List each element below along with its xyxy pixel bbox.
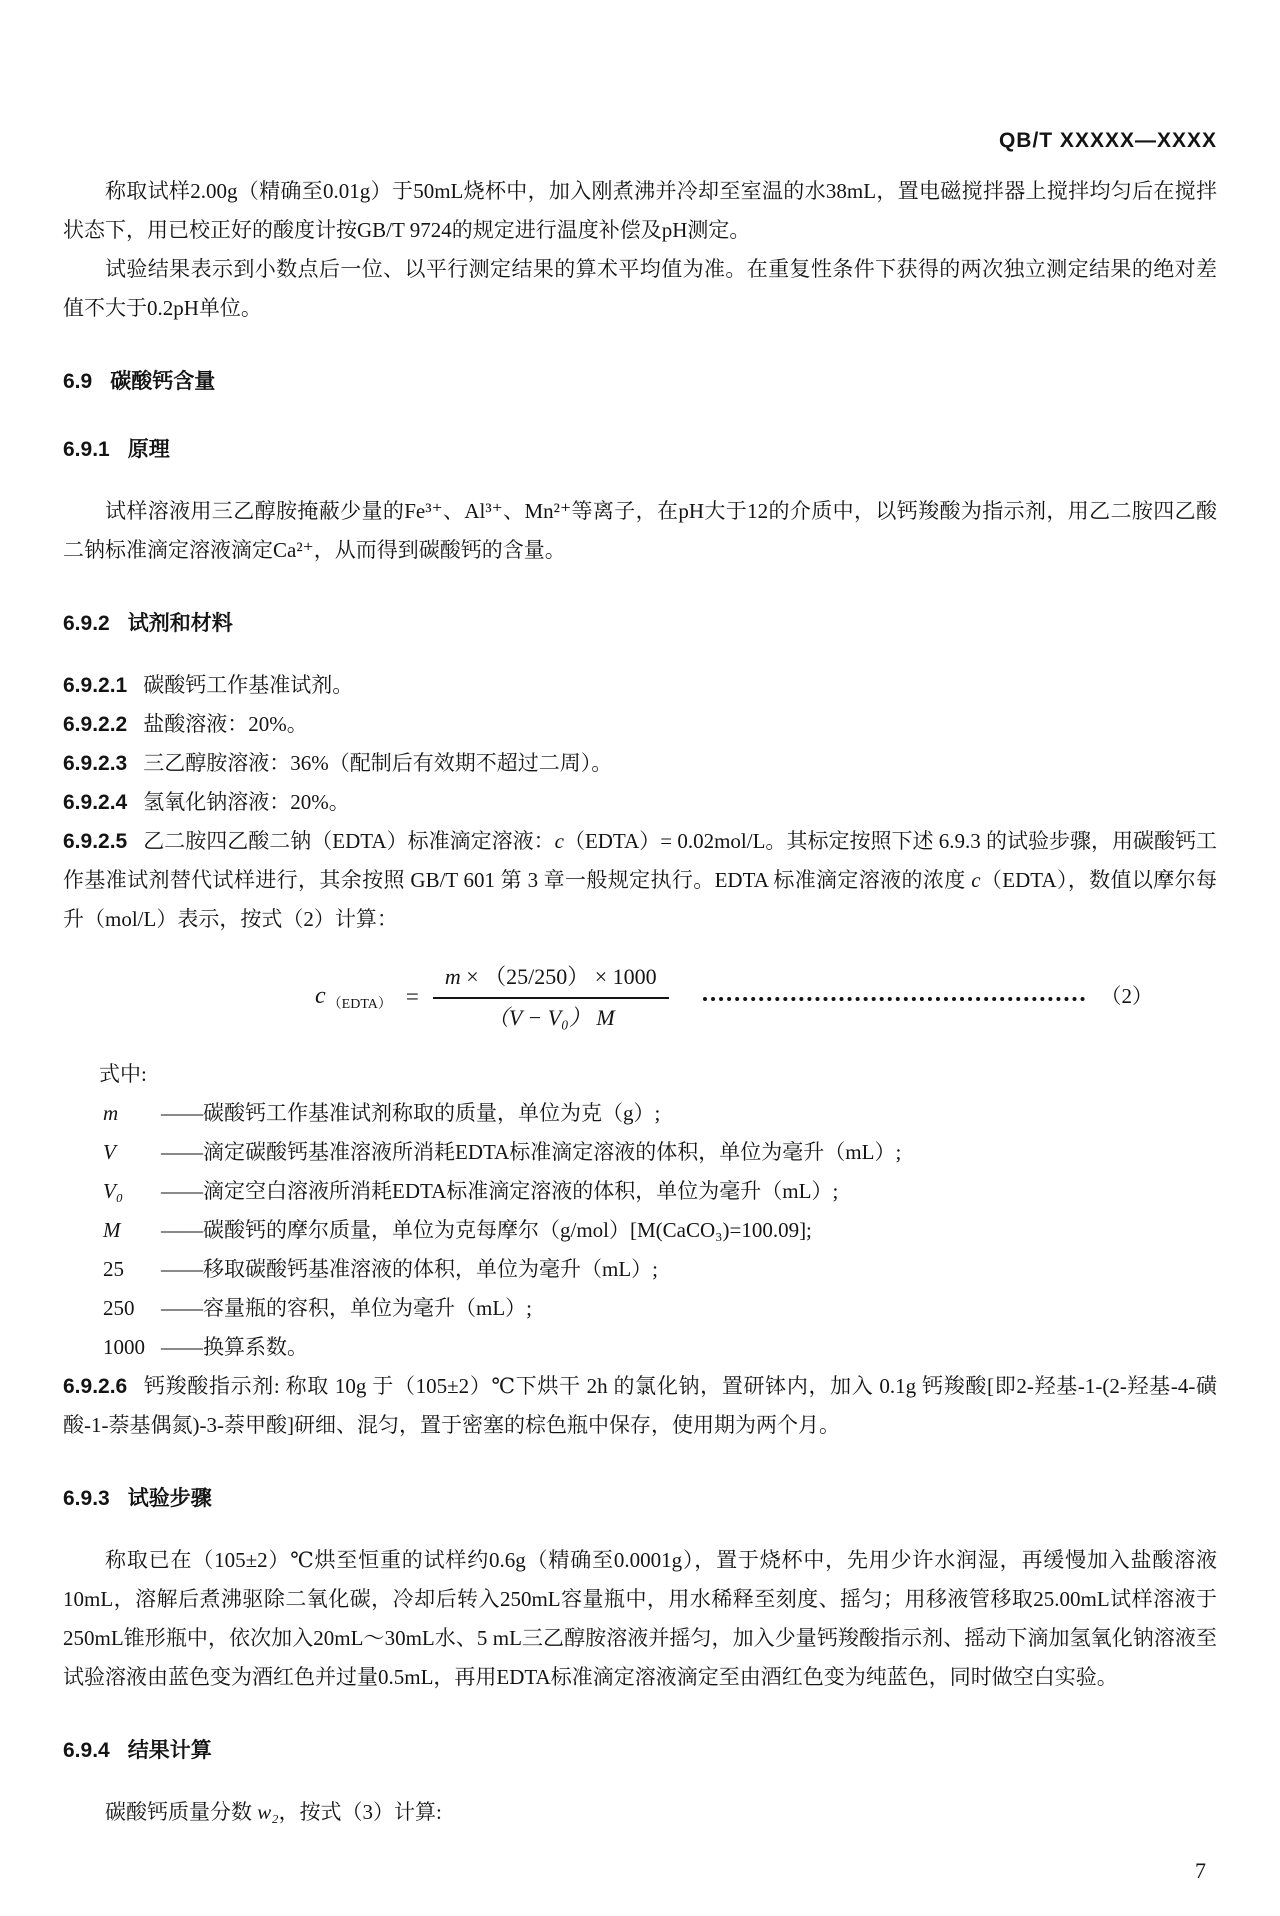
clause-number: 6.9.2.6 (63, 1375, 128, 1398)
clause-6-9-2-5 (63, 822, 1217, 939)
where-item-v (103, 1133, 1217, 1172)
where-item-250 (103, 1289, 1217, 1328)
where-intro: 式中: (99, 1062, 147, 1086)
clause-6-9-2-2 (63, 705, 1217, 744)
heading-title: 试验步骤 (127, 1487, 212, 1510)
result-text: ，按式（3）计算: (278, 1800, 442, 1824)
symbol: V (103, 1140, 116, 1164)
heading-title: 碳酸钙含量 (110, 370, 216, 393)
symbol-c: c (554, 829, 564, 853)
heading-6-9-1 (63, 436, 1217, 464)
heading-title: 结果计算 (127, 1739, 212, 1762)
where-item-molar-mass (103, 1211, 1217, 1250)
symbol-description: ——换算系数。 (161, 1335, 308, 1359)
numerator-rest: × （25/250） × 1000 (460, 964, 657, 989)
where-item-1000 (103, 1328, 1217, 1367)
paragraph-ph-procedure: 称取试样2.00g（精确至0.01g）于50mL烧杯中，加入刚煮沸并冷却至室温的水38mL，置电磁搅拌器上搅拌均匀后在搅拌状态下，用已校正好的酸度计按GB/T 9724的规定进行温度补偿及pH测定。 (63, 179, 1217, 242)
paragraph-principle: 试样溶液用三乙醇胺掩蔽少量的Fe³⁺、Al³⁺、Mn²⁺等离子，在pH大于12的介质中，以钙羧酸为指示剂，用乙二胺四乙酸二钠标准滴定溶液滴定Ca²⁺，从而得到碳酸钙的含量。 (63, 499, 1217, 562)
clause-6-9-2-3 (63, 744, 1217, 783)
heading-title: 试剂和材料 (127, 612, 233, 635)
clause-6-9-2-4 (63, 783, 1217, 822)
heading-6-9 (63, 368, 1217, 396)
symbol-description: ——滴定空白溶液所消耗EDTA标准滴定溶液的体积，单位为毫升（mL）; (161, 1179, 839, 1203)
symbol-c: c (971, 868, 981, 892)
running-header (63, 128, 1217, 154)
clause-text: 氢氧化钠溶液：20%。 (143, 790, 350, 814)
heading-number: 6.9.3 (63, 1487, 110, 1510)
heading-number: 6.9.4 (63, 1739, 110, 1762)
equals-sign: = (405, 983, 419, 1009)
symbol-w2: w₂ (257, 1800, 279, 1824)
equation-2 (63, 961, 1217, 1031)
equation-fraction (433, 961, 669, 1031)
clause-text: 乙二胺四乙酸二钠（EDTA）标准滴定溶液： (143, 829, 555, 853)
symbol: m (103, 1101, 119, 1125)
symbol: 250 (103, 1296, 135, 1320)
symbol-description: ——碳酸钙的摩尔质量，单位为克每摩尔（g/mol）[M(CaCO₃)=100.09]; (161, 1218, 812, 1242)
clause-text: 盐酸溶液：20%。 (143, 712, 308, 736)
dot-leader (703, 997, 1085, 1001)
clause-number: 6.9.2.3 (63, 752, 128, 775)
equation-lhs-subscript: （EDTA） (327, 996, 392, 1012)
where-item-v0 (103, 1172, 1217, 1211)
doc-code: QB/T XXXXX—XXXX (998, 129, 1217, 152)
clause-number: 6.9.2.1 (63, 674, 128, 697)
heading-number: 6.9.1 (63, 438, 110, 461)
clause-6-9-2-1 (63, 666, 1217, 705)
symbol-description: ——滴定碳酸钙基准溶液所消耗EDTA标准滴定溶液的体积，单位为毫升（mL）; (161, 1140, 902, 1164)
heading-title: 原理 (127, 438, 170, 461)
clause-text: 钙羧酸指示剂: 称取 10g 于（105±2）℃下烘干 2h 的氯化钠，置研钵内，加入 0.1g 钙羧酸[即2-羟基-1-(2-羟基-4-磺酸-1-萘基偶氮)-3-萘甲酸]研细、混匀，置于密塞的棕色瓶中保存，使用期为两个月。 (63, 1374, 1217, 1437)
paragraph-ph-result-rule: 试验结果表示到小数点后一位、以平行测定结果的算术平均值为准。在重复性条件下获得的两次独立测定结果的绝对差值不大于0.2pH单位。 (63, 257, 1217, 320)
symbol-description: ——移取碳酸钙基准溶液的体积，单位为毫升（mL）; (161, 1257, 658, 1281)
heading-6-9-3 (63, 1485, 1217, 1513)
symbol: V₀ (103, 1179, 124, 1203)
symbol: 25 (103, 1257, 124, 1281)
fraction-numerator (433, 961, 669, 999)
clause-text: （EDTA），数值以摩尔每升（mol/L）表示，按式（2）计算： (63, 868, 1217, 931)
clause-number: 6.9.2.2 (63, 713, 128, 736)
equation-lhs-symbol: c (315, 982, 326, 1009)
symbol-description: ——容量瓶的容积，单位为毫升（mL）; (161, 1296, 532, 1320)
heading-number: 6.9 (63, 370, 93, 393)
clause-6-9-2-6 (63, 1367, 1217, 1445)
where-item-25 (103, 1250, 1217, 1289)
heading-6-9-4 (63, 1737, 1217, 1765)
symbol: M (103, 1218, 121, 1242)
symbol-m: m (444, 964, 461, 989)
clause-text: （EDTA）= 0.02mol/L。其标定按照下述 6.9.3 的试验步骤，用碳酸钙工作基准试剂替代试样进行，其余按照 GB/T 601 第 3 章一般规定执行。EDTA 标准滴定溶液的浓度 (63, 829, 1217, 892)
clause-number: 6.9.2.4 (63, 791, 128, 814)
symbol: 1000 (103, 1335, 145, 1359)
paragraph-test-procedure: 称取已在（105±2）℃烘至恒重的试样约0.6g（精确至0.0001g），置于烧杯中，先用少许水润湿，再缓慢加入盐酸溶液10mL，溶解后煮沸驱除二氧化碳，冷却后转入250mL容量瓶中，用水稀释至刻度、摇匀；用移液管移取25.00mL试样溶液于250mL锥形瓶中，依次加入20mL～30mL水、5 mL三乙醇胺溶液并摇匀，加入少量钙羧酸指示剂、摇动下滴加氢氧化钠溶液至试验溶液由蓝色变为酒红色并过量0.5mL，再用EDTA标准滴定溶液滴定至由酒红色变为纯蓝色，同时做空白实验。 (63, 1548, 1217, 1689)
paragraph-result-calc (63, 1793, 1217, 1832)
clause-text: 碳酸钙工作基准试剂。 (143, 673, 354, 697)
page-number: 7 (1195, 1858, 1206, 1883)
result-text: 碳酸钙质量分数 (105, 1800, 258, 1824)
symbol-description: ——碳酸钙工作基准试剂称取的质量，单位为克（g）; (161, 1101, 661, 1125)
clause-text: 三乙醇胺溶液：36%（配制后有效期不超过二周）。 (143, 751, 613, 775)
clause-number: 6.9.2.5 (63, 830, 128, 853)
symbol-definition-list (63, 1094, 1217, 1367)
heading-number: 6.9.2 (63, 612, 110, 635)
heading-6-9-2 (63, 610, 1217, 638)
equation-number: （2） (1100, 983, 1153, 1008)
fraction-denominator: （V − V₀） M (486, 1004, 615, 1030)
where-item-m (103, 1094, 1217, 1133)
